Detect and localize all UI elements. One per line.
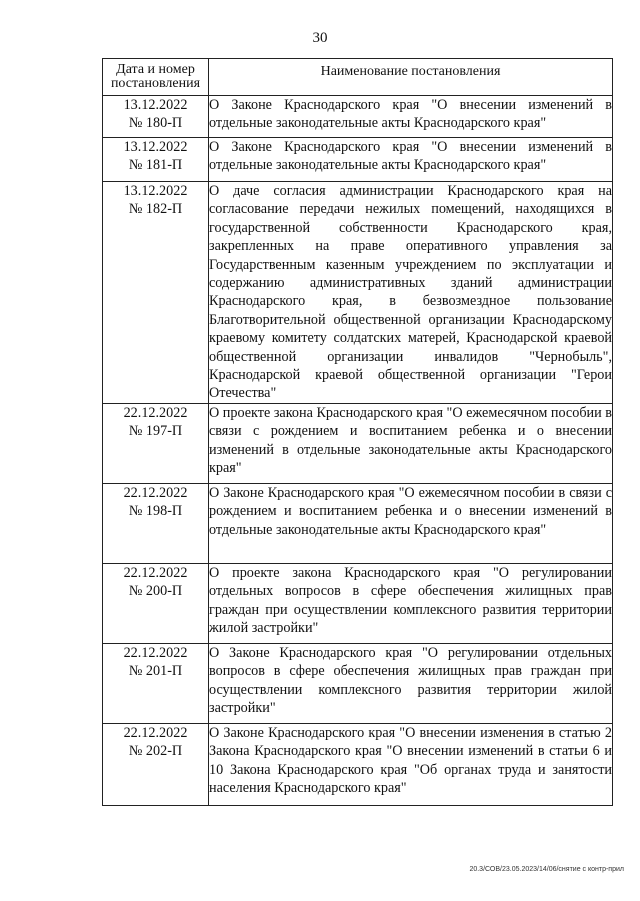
resolution-name: О проекте закона Краснодарского края "О ежемесячном пособии в связи с рождением и воспитанием ребенка и о внесении изменений в отдельные законодательные акты Краснодарского края" (209, 403, 613, 483)
resolution-date: 22.12.2022 (123, 404, 188, 421)
resolution-name: О проекте закона Краснодарского края "О регулировании отдельных вопросов в сфере обеспечения жилищных прав граждан при осуществлении комплексного развития территории жилой застройки" (209, 563, 613, 643)
resolution-date: 13.12.2022 (123, 183, 188, 199)
resolution-date: 22.12.2022 (123, 724, 188, 741)
table-row (103, 138, 613, 182)
resolution-name: О Законе Краснодарского края "О ежемесячном пособии в связи с рождением и воспитанием ребенка и о внесении изменений в отдельные законодательные акты Краснодарского края" (209, 483, 613, 563)
resolution-date: 22.12.2022 (123, 644, 188, 661)
resolutions-table (102, 58, 613, 806)
footer-document-code: 20.3/СОВ/23.05.2023/14/06/снятие с контр-прил (469, 866, 624, 873)
table-row (103, 182, 613, 404)
date-number-cell (103, 182, 209, 404)
table-header-row (103, 59, 613, 96)
date-number-cell (103, 483, 209, 563)
table-row (103, 643, 613, 723)
resolution-date: 22.12.2022 (123, 484, 188, 501)
date-number-cell (103, 643, 209, 723)
resolution-number: № 182-П (128, 201, 183, 218)
resolution-date: 22.12.2022 (123, 564, 188, 581)
page-number: 30 (312, 30, 328, 46)
table-row (103, 403, 613, 483)
date-number-cell (103, 138, 209, 182)
resolution-date: 13.12.2022 (123, 139, 188, 155)
header-name: Наименование постановления (209, 59, 613, 96)
resolution-name: О Законе Краснодарского края "О внесении изменений в отдельные законодательные акты Краснодарского края" (209, 96, 613, 138)
resolution-number: № 180-П (128, 115, 183, 132)
resolution-name: О Законе Краснодарского края "О регулировании отдельных вопросов в сфере обеспечения жилищных прав граждан при осуществлении комплексного развития территории жилой застройки" (209, 643, 613, 723)
resolution-name: О даче согласия администрации Краснодарского края на согласование передачи нежилых помещений, находящихся в государственной собственности Краснодарского края, закрепленных на праве оперативного управления за Государственным казенным учреждением по эксплуатации и содержанию административных зданий администрации Краснодарского края, в безвозмездное пользование Благотворительной общественной организации Краснодарскому краевому комитету солдатских матерей, Краснодарской краевой общественной организации инвалидов "Чернобыль", Краснодарской краевой общественной организации "Герои Отечества" (209, 183, 612, 402)
table-row (103, 723, 613, 805)
resolution-name: О Законе Краснодарского края "О внесении изменения в статью 2 Закона Краснодарского края "О внесении изменений в статьи 6 и 10 Закона Краснодарского края "Об органах труда и занятости населения Краснодарского края" (209, 723, 613, 805)
table-row (103, 483, 613, 563)
date-number-cell (103, 403, 209, 483)
resolution-number: № 202-П (128, 743, 183, 760)
table-row (103, 96, 613, 138)
resolution-number: № 198-П (128, 503, 183, 520)
resolution-name: О Законе Краснодарского края "О внесении изменений в отдельные законодательные акты Краснодарского края" (209, 138, 613, 182)
resolution-date: 13.12.2022 (123, 97, 188, 113)
date-number-cell (103, 563, 209, 643)
date-number-cell (103, 96, 209, 138)
resolution-number: № 201-П (128, 663, 183, 680)
date-number-cell (103, 723, 209, 805)
resolution-number: № 181-П (128, 157, 183, 174)
resolution-number: № 197-П (128, 423, 183, 440)
header-date-number: Дата и номер постановления (103, 59, 209, 96)
resolution-number: № 200-П (128, 583, 183, 600)
table-row (103, 563, 613, 643)
